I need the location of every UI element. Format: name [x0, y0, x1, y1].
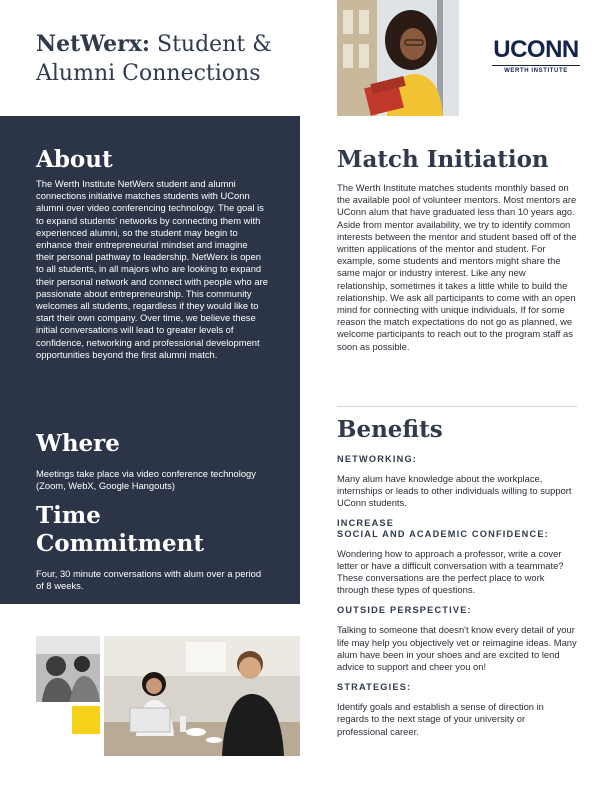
time-section: [36, 502, 268, 592]
where-body: Meetings take place via video conference technology (Zoom, WebX, Google Hangouts): [36, 468, 256, 492]
logo-rule: [492, 65, 580, 66]
yellow-accent-block: [72, 706, 100, 734]
time-body: Four, 30 minute conversations with alum over a period of 8 weeks.: [36, 568, 262, 592]
page-title-rest: Student & Alumni Connections: [36, 32, 272, 86]
about-section: [36, 146, 268, 361]
uconn-werth-logo: [488, 38, 584, 74]
page-title-bold: NetWerx:: [36, 31, 151, 57]
logo-wordmark: UCONN: [493, 36, 579, 63]
photo-collage: [36, 636, 300, 756]
networking-body: Many alum have knowledge about the workplace, internships or leads to other individuals willing to support UConn students.: [337, 473, 572, 509]
strategies-label: STRATEGIES:: [337, 682, 412, 693]
benefits-heading: Benefits: [337, 416, 443, 443]
meeting-photo: [104, 636, 300, 756]
where-section: [36, 430, 268, 492]
networking-label: NETWORKING:: [337, 454, 418, 464]
match-heading: Match Initiation: [337, 146, 549, 173]
left-info-panel: [0, 116, 300, 604]
confidence-body: Wondering how to approach a professor, write a cover letter or have a difficult conversation with a teammate? These conversations are the perfect place to work through these types of questions.: [337, 547, 564, 596]
section-divider: [337, 406, 577, 407]
time-heading: Time Commitment: [36, 502, 204, 557]
hero-student-photo: [337, 0, 459, 116]
page-title: [36, 30, 316, 88]
about-heading: About: [36, 146, 113, 173]
about-body: The Werth Institute NetWerx student and alumni connections initiative matches students with UConn alumni over video conferencing technology. The goal is to expand students' networks by connecting them with experienced alumni, so the student may begin to enhance their entrepreneurial mindset and imagine their personal pathway to leadership. NetWerx is open to all students, in all majors who are looking to expand their personal network and connect with people who are passionate about entrepreneurship. This community welcomes all students, regardless if they would like to start their own company. Over time, we believe these initial conversations will lead to greater levels of confidence, networking and professional development opportunities beyond the first alumni match.: [36, 178, 268, 360]
benefits-section: [337, 416, 577, 738]
match-body: The Werth Institute matches students monthly based on the available pool of volunteer mentors. Most mentors are UConn alum that have graduated less than 10 years ago. Aside from mentor availability, we try to identify common interests between the mentor and student based off of the written applications of the mentor and student. For example, some students and mentors might share the same major or industry interest. Like any new relationship, sometimes it takes a little while to build the relationship. We ask all participants to come with an open mind for connecting with unique individuals. If for some reason the match expectations do not go as planned, we welcome participants to reach out to the program staff as soon as possible.: [337, 182, 577, 352]
confidence-label-line1: INCREASE: [337, 517, 395, 528]
where-heading: Where: [36, 430, 120, 457]
confidence-label-line2: SOCIAL AND ACADEMIC CONFIDENCE:: [337, 528, 549, 539]
strategies-body: Identify goals and establish a sense of direction in regards to the next stage of your university or professional career.: [337, 701, 544, 737]
perspective-label: OUTSIDE PERSPECTIVE:: [337, 605, 472, 616]
perspective-body: Talking to someone that doesn't know every detail of your life may help you objectively vet or reimagine ideas. Many alum have been in your shoes and are excited to lend advice to support and cheer you on!: [337, 624, 577, 673]
logo-subtitle: WERTH INSTITUTE: [504, 68, 568, 74]
bw-photo: [36, 636, 100, 702]
match-section: [337, 146, 577, 353]
